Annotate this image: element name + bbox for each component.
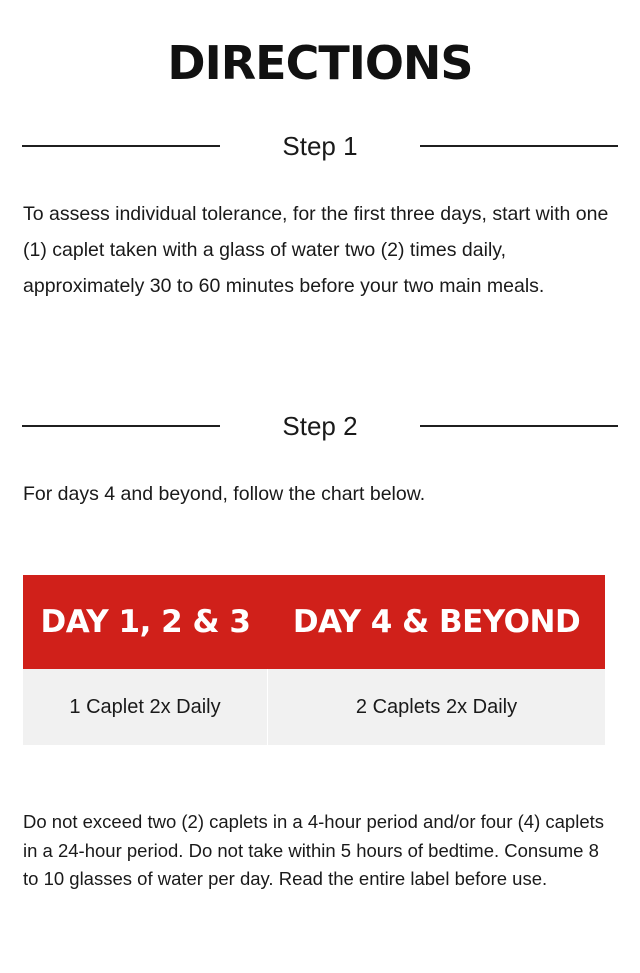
header-day-4-beyond: DAY 4 & BEYOND bbox=[292, 604, 581, 640]
dosage-table-header bbox=[23, 575, 605, 669]
step1-text: To assess individual tolerance, for the first three days, start with one (1) caplet taken with a glass of water two (2) times daily, approximately 30 to 60 minutes before your two main meals. bbox=[23, 203, 609, 297]
divider-right bbox=[420, 145, 618, 147]
dose-day-1-2-3: 1 Caplet 2x Daily bbox=[23, 669, 268, 745]
divider-right bbox=[420, 425, 618, 427]
step2-heading: Step 2 bbox=[282, 410, 358, 441]
divider-left bbox=[22, 145, 220, 147]
step1-header bbox=[22, 126, 618, 166]
step1-heading: Step 1 bbox=[282, 130, 358, 161]
step2-text: For days 4 and beyond, follow the chart below. bbox=[23, 483, 426, 505]
divider-left bbox=[22, 425, 220, 427]
dosage-table-row bbox=[23, 669, 605, 745]
header-day-1-2-3: DAY 1, 2 & 3 bbox=[40, 604, 251, 640]
dosage-table bbox=[23, 575, 605, 745]
step2-header bbox=[22, 406, 618, 446]
dose-day-4-beyond: 2 Caplets 2x Daily bbox=[355, 695, 518, 718]
page-title: DIRECTIONS bbox=[167, 36, 473, 90]
warning-text: Do not exceed two (2) caplets in a 4-hour period and/or four (4) caplets in a 24-hour period. Do not take within 5 hours of bedtime. Consume 8 to 10 glasses of water per day. Read the entire label before use. bbox=[23, 811, 605, 889]
